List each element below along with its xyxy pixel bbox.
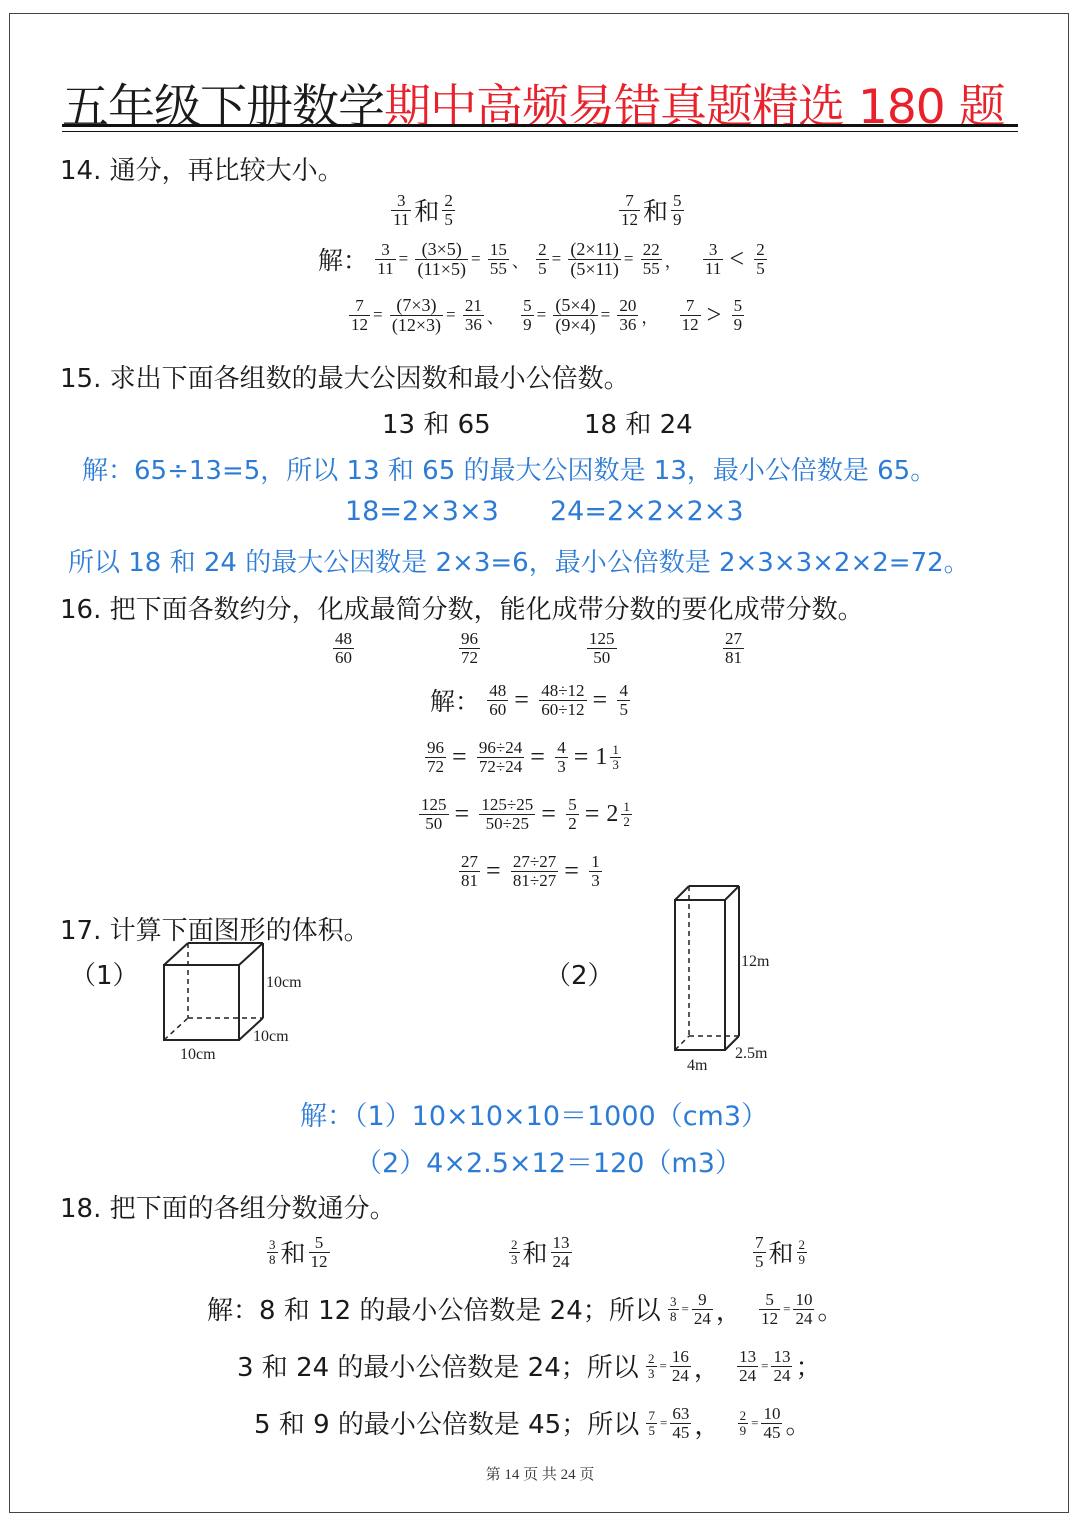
q16-item-3: $\frac{125}{50}$	[589, 629, 615, 667]
less-than-sign: <	[729, 244, 745, 274]
prism-depth-label: 2.5m	[735, 1045, 768, 1062]
cube-depth-label: 10cm	[253, 1028, 289, 1045]
q17-label-1: （1）	[70, 961, 139, 991]
q16-step-4: $\frac{27}{81}$ = $\frac{27\div 27}{81\div 27}$ = $\frac{1}{3}$	[461, 852, 600, 890]
greater-than-sign: >	[706, 300, 722, 330]
q18-pair-2: $\frac{2}{3}$ 和 $\frac{13}{24}$	[511, 1233, 570, 1271]
q18-answer-line2: 3 和 24 的最小公倍数是 24；所以 $\frac{2}{3}$ = $\frac{16}{24}$ ， $\frac{13}{24}$ = $\frac{13}{24}$ ；	[237, 1346, 822, 1385]
q15-factor-18: 18=2×3×3	[345, 496, 499, 527]
q15-factor-24: 24=2×2×2×3	[550, 496, 744, 527]
q14-solution-row1: 解： $\frac{3}{11}$ = $\frac{(3\times 5)}{(11\times 5)}$ = $\frac{15}{55}$ 、 $\frac{2}{5}$ = $\frac{(2\times 11)}{(5\times 11)}$ = $\frac{22}{55}$ ， $\frac{3}{11}$ < $\frac{2}{5}$	[318, 239, 765, 279]
q14-pair-a: $\frac{3}{11}$ 和 $\frac{2}{5}$	[393, 191, 453, 229]
q17-label-2: （2）	[545, 961, 614, 991]
q18-answer-line3: 5 和 9 的最小公倍数是 45；所以 $\frac{7}{5}$ = $\frac{63}{45}$ ， $\frac{2}{9}$ = $\frac{10}{45}$ 。	[254, 1403, 812, 1442]
page-title: 五年级下册数学期中高频易错真题精选 180 题	[62, 80, 1005, 135]
prism-height-label: 12m	[741, 953, 770, 970]
prism-width-label: 4m	[687, 1057, 708, 1074]
q17-answer-1: 解：（1）10×10×10＝1000（cm3）	[300, 1101, 769, 1132]
q16-step-2: $\frac{96}{72}$ = $\frac{96\div 24}{72\div 24}$ = $\frac{4}{3}$ = 1 $\frac{1}{3}$	[427, 738, 619, 776]
q15-answer-line1: 解：65÷13=5，所以 13 和 65 的最大公因数是 13，最小公倍数是 65。	[82, 456, 937, 486]
q16-item-4: $\frac{27}{81}$	[725, 629, 742, 667]
cube-height-label: 10cm	[266, 974, 302, 991]
q18-pair-1: $\frac{3}{8}$ 和 $\frac{5}{12}$	[269, 1233, 328, 1271]
page-footer: 第 14 页 共 24 页	[485, 1467, 595, 1483]
cube-figure	[150, 935, 320, 1065]
q16-item-1: $\frac{48}{60}$	[335, 629, 352, 667]
q14-solution-row2: $\frac{7}{12}$ = $\frac{(7\times 3)}{(12\times 3)}$ = $\frac{21}{36}$ 、 $\frac{5}{9}$ = $\frac{(5\times 4)}{(9\times 4)}$ = $\frac{20}{36}$ ， $\frac{7}{12}$ > $\frac{5}{9}$	[351, 295, 743, 335]
cube-width-label: 10cm	[180, 1046, 216, 1063]
q15-answer-line2: 所以 18 和 24 的最大公因数是 2×3=6，最小公倍数是 2×3×3×2×2=72。	[68, 548, 970, 578]
q16-question: 16. 把下面各数约分，化成最简分数，能化成带分数的要化成带分数。	[60, 595, 864, 625]
title-rule-thin	[62, 131, 1018, 132]
q17-answer-2: （2）4×2.5×12＝120（m3）	[355, 1148, 742, 1179]
prism-figure	[665, 880, 790, 1075]
q16-step-3: $\frac{125}{50}$ = $\frac{125\div 25}{50\div 25}$ = $\frac{5}{2}$ = 2 $\frac{1}{2}$	[421, 795, 630, 833]
q15-group-1: 13 和 65	[382, 410, 491, 440]
q15-group-2: 18 和 24	[584, 410, 693, 440]
q16-item-2: $\frac{96}{72}$	[461, 629, 478, 667]
title-rule-thick	[62, 124, 1018, 127]
q18-question: 18. 把下面的各组分数通分。	[60, 1194, 396, 1224]
q14-pair-b: $\frac{7}{12}$ 和 $\frac{5}{9}$	[621, 191, 682, 229]
q15-question: 15. 求出下面各组数的最大公因数和最小公倍数。	[60, 364, 630, 394]
page-title-highlight: 期中高频易错真题精选 180 题	[384, 80, 1005, 135]
q17-question: 17. 计算下面图形的体积。	[60, 916, 370, 946]
q16-step-1: 解： $\frac{48}{60}$ = $\frac{48\div 12}{60\div 12}$ = $\frac{4}{5}$	[430, 681, 628, 719]
q18-answer-line1: 解：8 和 12 的最小公倍数是 24；所以 $\frac{3}{8}$ = $\frac{9}{24}$ ， $\frac{5}{12}$ = $\frac{10}{24}$ 。	[207, 1289, 844, 1328]
q14-question: 14. 通分，再比较大小。	[60, 156, 344, 186]
q18-pair-3: $\frac{7}{5}$ 和 $\frac{2}{9}$	[755, 1233, 806, 1271]
